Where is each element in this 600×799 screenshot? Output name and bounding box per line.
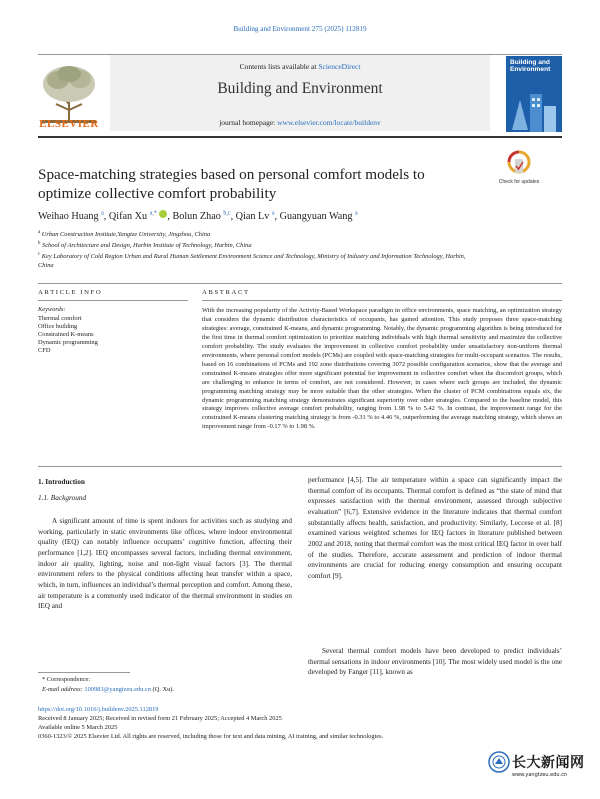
available-online-date: Available online 5 March 2025 [38,724,118,731]
email-footnote [42,686,174,693]
doi-link[interactable]: https://doi.org/10.1016/j.buildenv.2025.112819 [38,706,159,713]
received-dates: Received 8 January 2025; Received in revised form 21 February 2025; Accepted 4 March 2025 [38,715,282,722]
keyword-item: Dynamic programming [38,339,98,346]
author-name[interactable]: Guangyuan Wang [279,211,353,222]
subsection-heading-background: 1.1. Background [38,493,87,502]
keyword-item: Thermal comfort [38,315,82,322]
affiliation-item [38,240,562,251]
affiliation-marker: a [38,230,41,235]
author-affiliation-marker[interactable]: a [101,210,104,217]
affiliation-item [38,229,562,240]
copyright-notice: 0360-1323/© 2025 Elsevier Ltd. All rights are reserved, including those for text and data mining, AI training, and similar technologies. [38,733,384,740]
email-suffix: (Q. Xu). [150,686,175,693]
check-for-updates-icon[interactable] [506,150,532,180]
author-name[interactable]: Weihao Huang [38,211,99,222]
body-paragraph: Several thermal comfort models have been developed to predict individuals’ thermal sensations in indoor environments [10]. The most widely used model is the one developed by Fanger [11], known as [308,647,562,677]
keywords-label: Keywords: [38,306,66,313]
cover-title: Building and Environment [510,59,551,73]
affiliation-text: School of Architecture and Design, Harbin Institute of Technology, Harbin, China [42,242,252,250]
check-for-updates-label[interactable]: Check for updates [498,179,540,185]
orcid-icon[interactable] [159,210,167,218]
author-affiliation-marker[interactable]: a [271,210,275,217]
abstract-body: With the increasing popularity of the Activity-Based Workspace paradigm in office environments, space matching, an optimization strategy that considers the dynamic distribution characteristics of occupants, has gained attention. This study proposes three space-matching strategies: average, constrained K-means, and dynamic programming. Notably, the dynamic programming algorithm is being introduced for the first time in thermal comfort optimization to prioritize matching individuals with high thermal sensitivity and maximize the collective comfort probability. The study evaluates the improvement in collective comfort probability under unsatisfactory non-uniform thermal environments, where personal comfort models (PCMs) are coupled with space-matching strategies for multi-occupant scenarios. The results, based on 16 combinations of PCMs and 192 zone distributions covering 3072 possible configuration scenarios, show that the average and constrained K-means strategies offer more significant potential for improvement in collective comfort when the discomfort groups, which are challenging to enhance in terms of comfort, are not considered. However, in cases where such groups are included, the dynamic programming matching strategy may be more suitable than the other strategies. When the cluster of PCM combinations equals six, the dynamic programming matching strategy demonstrates significant superiority over other strategies. Compared to the baseline model, this strategy improves collective average comfort probability, ranging from 1.98 % to 5.42 %. In contrast, the improvement range for the constrained K-means clustering matching strategy is from -0.31 % to 4.46 %, outperforming the average matching strategy, which shows an improvement range from -0.17 % to 1.98 %. [202,307,562,431]
university-seal-icon [488,751,510,773]
contents-prefix: Contents lists available at [239,62,319,71]
correspondence-note: * Correspondence: [42,676,91,683]
keyword-item: Office building [38,323,78,330]
author-name[interactable]: Qian Lv [235,211,270,222]
affiliation-item [38,262,562,271]
article-info-heading: ARTICLE INFO [38,289,103,296]
affiliation-text: Key Laboratory of Cold Region Urban and Rural Human Settlement Environment Science and Technology, Ministry of Industry and Information Technology, Harbin, [41,252,466,260]
body-paragraph: performance [4,5]. The air temperature within a space can significantly impact the thermal comfort of its occupants. Thermal comfort is defined as “the state of mind that expresses satisfaction with the thermal environment, assessed through subjective evaluation” [6,7]. Extensive evidence in the literature indicates that thermal comfort substantially affects health, satisfaction, and productivity. Similarly, Leccese et al. [8] examined various weighted schemes for IEQ factors in literature published between 2002 and 2018, noting that thermal comfort was the most critical IEQ factor in over half of the studies. Therefore, accurate assessment and prediction of indoor thermal environments are crucial for reducing energy consumption and ensuring occupant comfort [9]. [308,476,562,580]
cover-building-art-icon [506,80,562,132]
keyword-item: Constrained K-means [38,331,94,338]
abstract-heading: ABSTRACT [202,289,250,296]
affiliation-item [38,251,562,262]
email-label: E-mail address: [42,686,85,693]
author-name[interactable]: Qifan Xu [108,211,148,222]
email-link[interactable]: 100983@yangtzeu.edu.cn [84,686,151,693]
contents-line [110,62,490,71]
author-affiliation-marker[interactable]: a,* [149,210,157,217]
abstract-rule [202,300,562,301]
footnote-rule [38,672,130,673]
affiliation-marker: c [38,251,41,257]
body-paragraph: A significant amount of time is spent indoors for activities such as studying and working, particularly in static environments like offices, where indoor environmental quality (IEQ) can notably influence occupants’ cognitive function, affecting their performance [1,2]. IEQ encompasses several factors, including thermal environment, indoor air quality, lighting, noise and non-light visual factors [3]. The thermal environment refers to the physical conditions affecting heat transfer within a space, which, in turn, influences an individual’s thermal perception and comfort. Among these, air temperature is a commonly used indicator of the thermal environment in studies on IEQ and [38,517,292,611]
affiliation-marker: b [38,240,41,246]
paper-title: Space-matching strategies based on personal comfort models to optimize collective comfort probability [38,166,425,202]
keyword-list [38,315,98,355]
sciencedirect-link[interactable]: ScienceDirect [318,62,361,71]
article-info-rule [38,300,188,301]
homepage-line [110,118,490,127]
homepage-link[interactable]: www.elsevier.com/locate/buildenv [277,118,381,127]
author-name[interactable]: Bolun Zhao [172,211,221,222]
affiliations-rule [38,283,562,284]
affiliation-text: China [38,261,54,269]
author-affiliation-marker[interactable]: b,c [223,210,231,217]
header-bottom-rule [38,136,562,138]
journal-citation[interactable]: Building and Environment 275 (2025) 112819 [233,25,367,33]
affiliations [38,229,562,271]
section-heading-introduction: 1. Introduction [38,477,85,486]
author-list: Weihao Huang $^a$, Qifan Xu $^{a,*}$ , Bolun Zhao $^{b,c}$, Qian Lv $^a$, Guangyuan Wang $^a$ [38,210,358,222]
affiliation-text: Urban Construction Institute,Yangtze University, Jingzhou, China [41,231,211,239]
abstract-bottom-rule [38,466,562,467]
watermark-url: www.yangtzeu.edu.cn [512,772,568,778]
author-affiliation-marker[interactable]: a [355,210,358,217]
elsevier-wordmark[interactable]: ELSEVIER [39,118,99,130]
journal-cover-thumbnail[interactable] [506,56,562,132]
watermark-text: 长大新闻网 [512,755,585,771]
homepage-prefix: journal homepage: [219,118,278,127]
journal-title: Building and Environment [217,80,383,97]
keyword-item: CFD [38,347,51,354]
